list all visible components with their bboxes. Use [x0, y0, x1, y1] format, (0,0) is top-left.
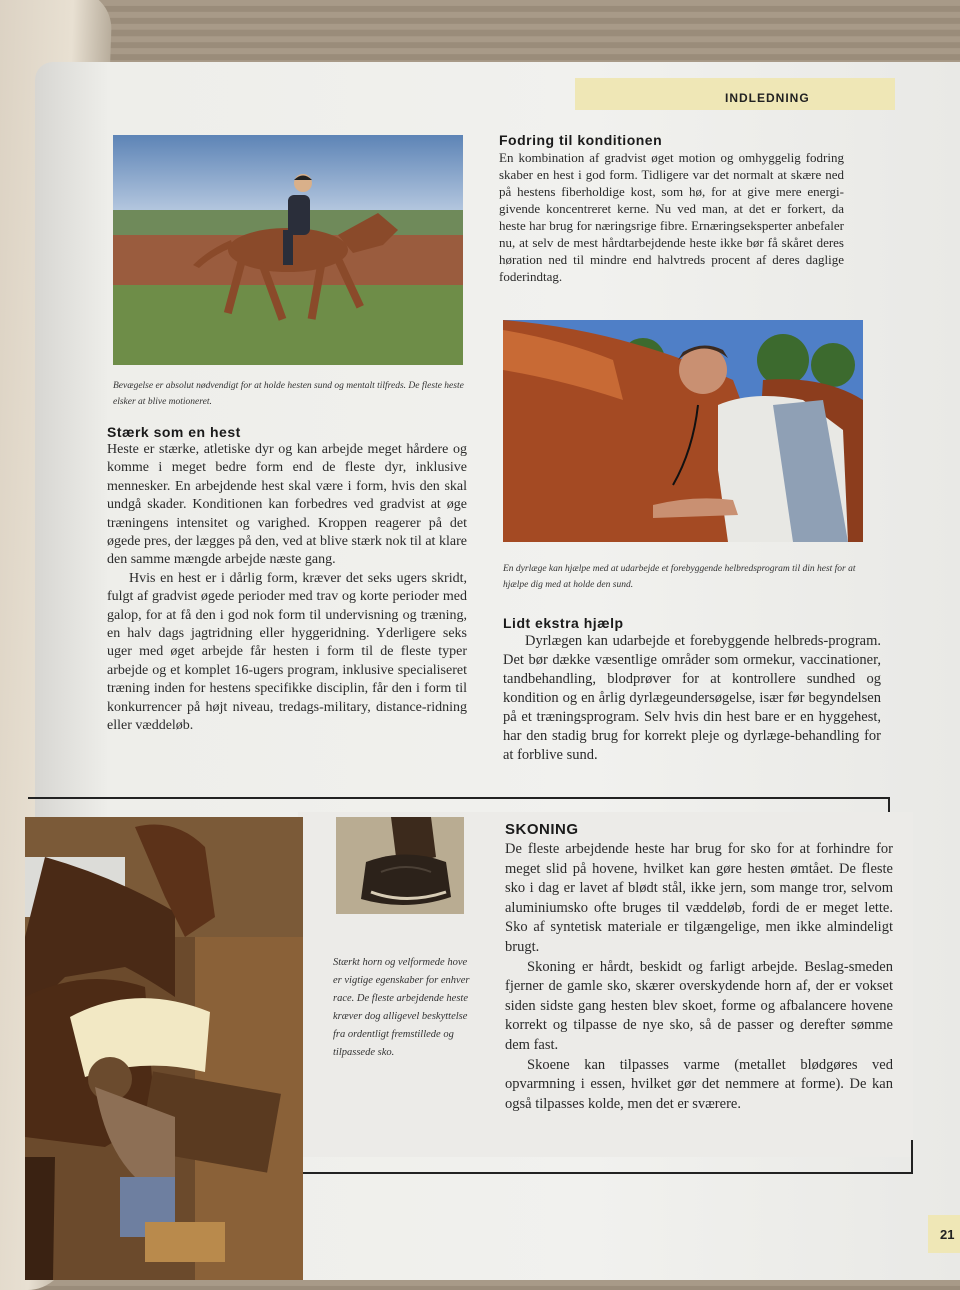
- fodring-paragraph-1: En kombination af gradvist øget motion og omhyggelig fodring skaber en hest i god form. Tidligere var det normalt at skære ned på hestens fiberholdige kost, som hø, for at give mere energi-givende koncentreret kerne. Nu ved man, at det er forkert, da heste har brug for næringsrige fibre. Ernæringseksperter anbefaler nu, at selv de mest hårdtarbejdende heste ikke bør få skåret deres høration ned til mindre end halvtreds procent af deres daglige foderindtag.: [499, 150, 844, 284]
- skoning-body: [505, 840, 893, 1114]
- skoning-paragraph-2: Skoning er hårdt, beskidt og farligt arbejde. Beslag-smeden fjerner de gamle sko, skærer overskydende horn af, der er vokset siden sidste gang hesten blev skoet, forme og afbalancere hovene korrekt og tilpasse de nye sko, så de passer og derefter sømme dem fast.: [505, 958, 893, 1053]
- lidt-paragraph-1: Dyrlægen kan udarbejde et forebyggende helbreds-program. Det bør dække væsentlige områder som ormekur, vaccinationer, tandbehandling, blodprøver for at kontrollere sundhed og kondition og en årlig dyrlægeundersøgelse, især før begyndelsen på et træningsprogram. Selv hvis din hest bare er en hyggehest, har den stadig brug for korrekt pleje og dyrlæge-behandling for at forblive sund.: [503, 633, 881, 763]
- skoning-paragraph-1: De fleste arbejdende heste har brug for sko for at forhindre for meget slid på hovene, hvilket kan gøre hesten ømtået. De fleste sko i dag er lavet af blødt stål, ikke jern, som mange tror, selvom aluminiumsko ofte bruges til væddeløb, fordi de er meget lette. Sko af syntetisk materiale er tilgængelige, men ikke almindeligt brugt.: [505, 841, 893, 955]
- box-rule-bottom: [288, 1172, 913, 1174]
- heading-lidt: Lidt ekstra hjælp: [503, 615, 624, 631]
- farrier-photo: [25, 817, 303, 1280]
- heading-skoning: SKONING: [505, 821, 579, 838]
- skoning-paragraph-3: Skoene kan tilpasses varme (metallet blødgøres ved opvarmning i essen, hvilket gør det nemmere at forme). De kan også tilpasses kolde, men det er sværere.: [505, 1056, 893, 1112]
- vet-caption: En dyrlæge kan hjælpe med at udarbejde et forebyggende helbredsprogram til din hest for at hjælpe dig med at holde den sund.: [503, 564, 856, 590]
- hoof-photo: [336, 817, 464, 914]
- box-rule-top: [28, 797, 890, 799]
- rider-photo: [113, 135, 463, 365]
- staerk-body: [107, 441, 467, 736]
- page-number: 21: [940, 1227, 955, 1242]
- rider-caption: Bevægelse er absolut nødvendigt for at holde hesten sund og mentalt tilfreds. De fleste heste elsker at blive motioneret.: [113, 381, 464, 407]
- staerk-paragraph-2: Hvis en hest er i dårlig form, kræver det seks ugers skridt, fulgt af gradvist øgede perioder med trav og korte perioder med galop, for at få den i god nok form til undervisning og træning, en halv dags jagtridning eller hyggeridning. Yderligere seks uger med øget arbejde får hesten i form til de fleste typer arbejde og et komplet 16-ugers program, inklusive specialiseret træning inden for hestens specifikke disciplin, får den i form til konkurrencer på højt niveau, tredags-military, distance-ridning eller væddeløb.: [107, 570, 467, 734]
- heading-fodring: Fodring til konditionen: [499, 132, 663, 148]
- heading-staerk: Stærk som en hest: [107, 424, 241, 440]
- box-rule-right-bottom: [911, 1140, 913, 1174]
- hoof-caption: Stærkt horn og velformede hove er vigtige egenskaber for enhver race. De fleste arbejdende heste kræver dog alligevel beskyttelse fra ordentligt fremstillede og tilpassede sko.: [333, 957, 470, 1058]
- chapter-label: INDLEDNING: [725, 91, 810, 105]
- staerk-paragraph-1: Heste er stærke, atletiske dyr og kan arbejde meget hårdere og komme i meget bedre form end de fleste dyr, inklusive mennesker. En arbejdende hest skal være i form, hvis den skal undgå skader. Konditionen kan forbedres ved gradvist at øge træningens intensitet og varighed. Kroppen reagerer på det øgede pres, der lægges på den, ved at blive stærk nok til at klare den samme mængde arbejde næste gang.: [107, 442, 467, 568]
- lidt-body: [503, 632, 881, 765]
- vet-photo: [503, 320, 863, 542]
- fodring-body: [499, 149, 844, 285]
